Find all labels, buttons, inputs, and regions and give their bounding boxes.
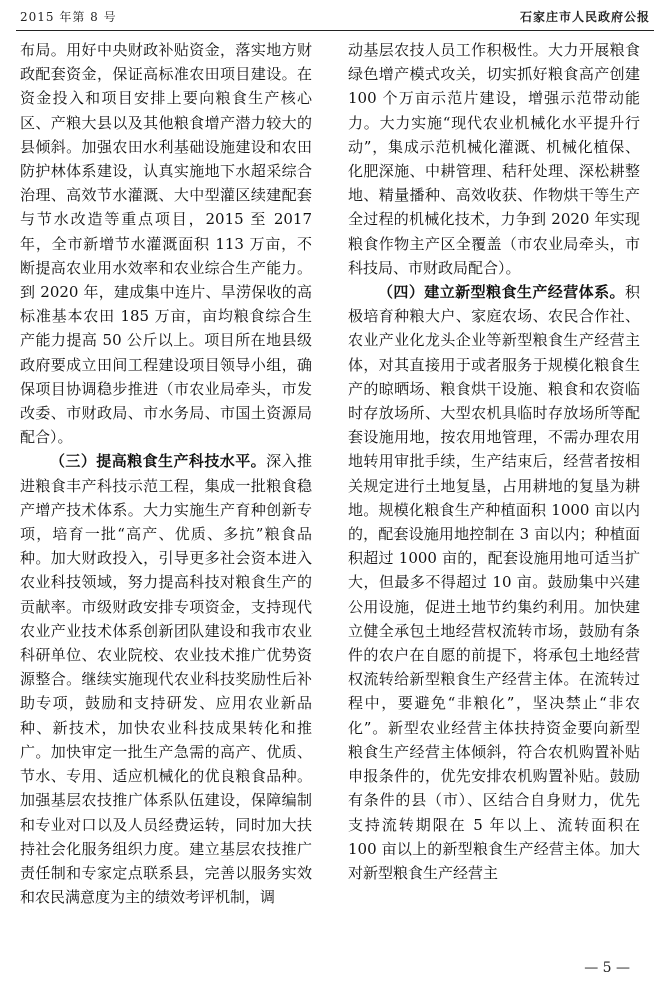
left-column xyxy=(20,38,312,909)
paragraph-section-3 xyxy=(20,449,312,909)
publication-title: 石家庄市人民政府公报 xyxy=(519,10,650,24)
paragraph: 布局。用好中央财政补贴资金，落实地方财政配套资金，保证高标准农田项目建设。在资金投入和项目安排上要向粮食生产核心区、产粮大县以及其他粮食增产潜力较大的县倾斜。加强农田水利基础设施建设和农田防护林体系建设，认真实施地下水超采综合治理、高效节水灌溉、大中型灌区续建配套与节水改造等重点项目，2015 至 2017 年，全市新增节水灌溉面积 113 万亩，不断提高农业用水效率和农业综合生产能力。到 2020 年，建成集中连片、旱涝保收的高标准基本农田 185 万亩，亩均粮食综合生产能力提高 50 公斤以上。项目所在地县级政府要成立田间工程建设项目领导小组，确保项目协调稳步推进（市农业局牵头，市发改委、市财政局、市水务局、市国土资源局配合）。 xyxy=(20,41,312,447)
section-body: 积极培育种粮大户、家庭农场、农民合作社、农业产业化龙头企业等新型粮食生产经营主体，对其直接用于或者服务于规模化粮食生产的晾晒场、粮食烘干设施、粮食和农资临时存放场所、大型农机具临时存放场所等配套设施用地，按农用地管理，不需办理农用地转用审批手续，生产结束后，经营者按相关规定进行土地复垦，占用耕地的复垦为耕地。规模化粮食生产种植面积 1000 亩以内的，配套设施用地控制在 3 亩以内；种植面积超过 1000 亩的，配套设施用地可适当扩大，但最多不得超过 10 亩。鼓励集中兴建公用设施，促进土地节约集约利用。加快建立健全承包土地经营权流转市场，鼓励有条件的农户在自愿的前提下，将承包土地经营权流转给新型粮食生产经营主体。在流转过程中，要避免“非粮化”，坚决禁止“非农化”。新型农业经营主体扶持资金要向新型粮食生产经营主体倾斜，符合农机购置补贴申报条件的，优先安排农机购置补贴。鼓励有条件的县（市）、区结合自身财力，优先支持流转期限在 5 年以上、流转面积在 100 亩以上的新型粮食生产经营主体。加大对新型粮食生产经营主 xyxy=(348,283,640,882)
right-column xyxy=(348,38,640,885)
section-heading: （三）提高粮食生产科技水平。 xyxy=(50,452,267,471)
header-rule xyxy=(16,30,654,31)
paragraph: 动基层农技人员工作积极性。大力开展粮食绿色增产模式攻关，切实抓好粮食高产创建 100 个万亩示范片建设，增强示范带动能力。大力实施“现代农业机械化水平提升行动”，集成示范机械化灌溉、机械化植保、化肥深施、中耕管理、秸秆处理、深松耕整地、精量播种、高效收获、作物烘干等生产全过程的机械化技术，力争到 2020 年实现粮食作物主产区全覆盖（市农业局牵头，市科技局、市财政局配合）。 xyxy=(348,41,640,277)
section-body: 深入推进粮食丰产科技示范工程，集成一批粮食稳产增产技术体系。大力实施生产育种创新专项，培育一批“高产、优质、多抗”粮食品种。加大财政投入，引导更多社会资本进入农业科技领域，努力提高科技对粮食生产的贡献率。市级财政安排专项资金，支持现代农业产业技术体系创新团队建设和我市农业科研单位、农业院校、农业技术推广优势资源整合。继续实施现代农业科技奖励性后补助专项，鼓励和支持研发、应用农业新品种、新技术，加快农业科技成果转化和推广。加快审定一批生产急需的高产、优质、节水、专用、适应机械化的优良粮食品种。加强基层农技推广体系队伍建设，保障编制和专业对口以及人员经费运转，同时加大扶持社会化服务组织力度。建立基层农技推广责任制和专家定点联系县，完善以服务实效和农民满意度为主的绩效考评机制，调 xyxy=(20,452,312,907)
page-header xyxy=(16,6,654,28)
section-heading: （四）建立新型粮食生产经营体系。 xyxy=(378,283,625,302)
page-number: — 5 — xyxy=(584,960,630,976)
paragraph-section-4 xyxy=(348,280,640,885)
issue-label: 2015 年第 8 号 xyxy=(20,10,117,24)
